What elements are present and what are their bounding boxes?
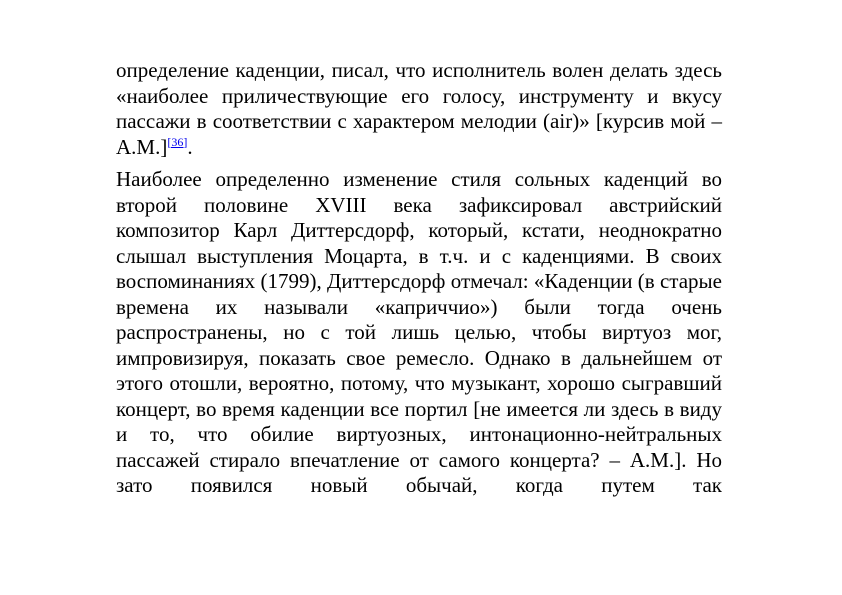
paragraph-1 [116,58,722,160]
paragraph-1-text: определение каденции, писал, что исполнитель волен делать здесь «наиболее приличествующие его голосу, инструменту и вкусу пассажи в соответствии с характером мелодии (air)» [курсив мой – А.М.] [116,58,722,159]
text-block [116,58,722,499]
paragraph-1-end: . [187,134,193,159]
footnote-link-36[interactable]: [36] [167,134,188,149]
paragraph-2: Наиболее определенно изменение стиля сольных каденций во второй половине XVIII века зафиксировал австрийский композитор Карл Диттерсдорф, который, кстати, неоднократно слышал выступления Моцарта, в т.ч. и с каденциями. В своих воспоминаниях (1799), Диттерсдорф отмечал: «Каденции (в старые времена их называли «каприччио») были тогда очень распространены, но с той лишь целью, чтобы виртуоз мог, импровизируя, показать свое ремесло. Однако в дальнейшем от этого отошли, вероятно, потому, что музыкант, хорошо сыгравший концерт, во время каденции все портил [не имеется ли здесь в виду и то, что обилие виртуозных, интонационно-нейтральных пассажей стирало впечатление от самого концерта? – А.М.]. Но зато появился новый обычай, когда путем так [116,167,722,497]
